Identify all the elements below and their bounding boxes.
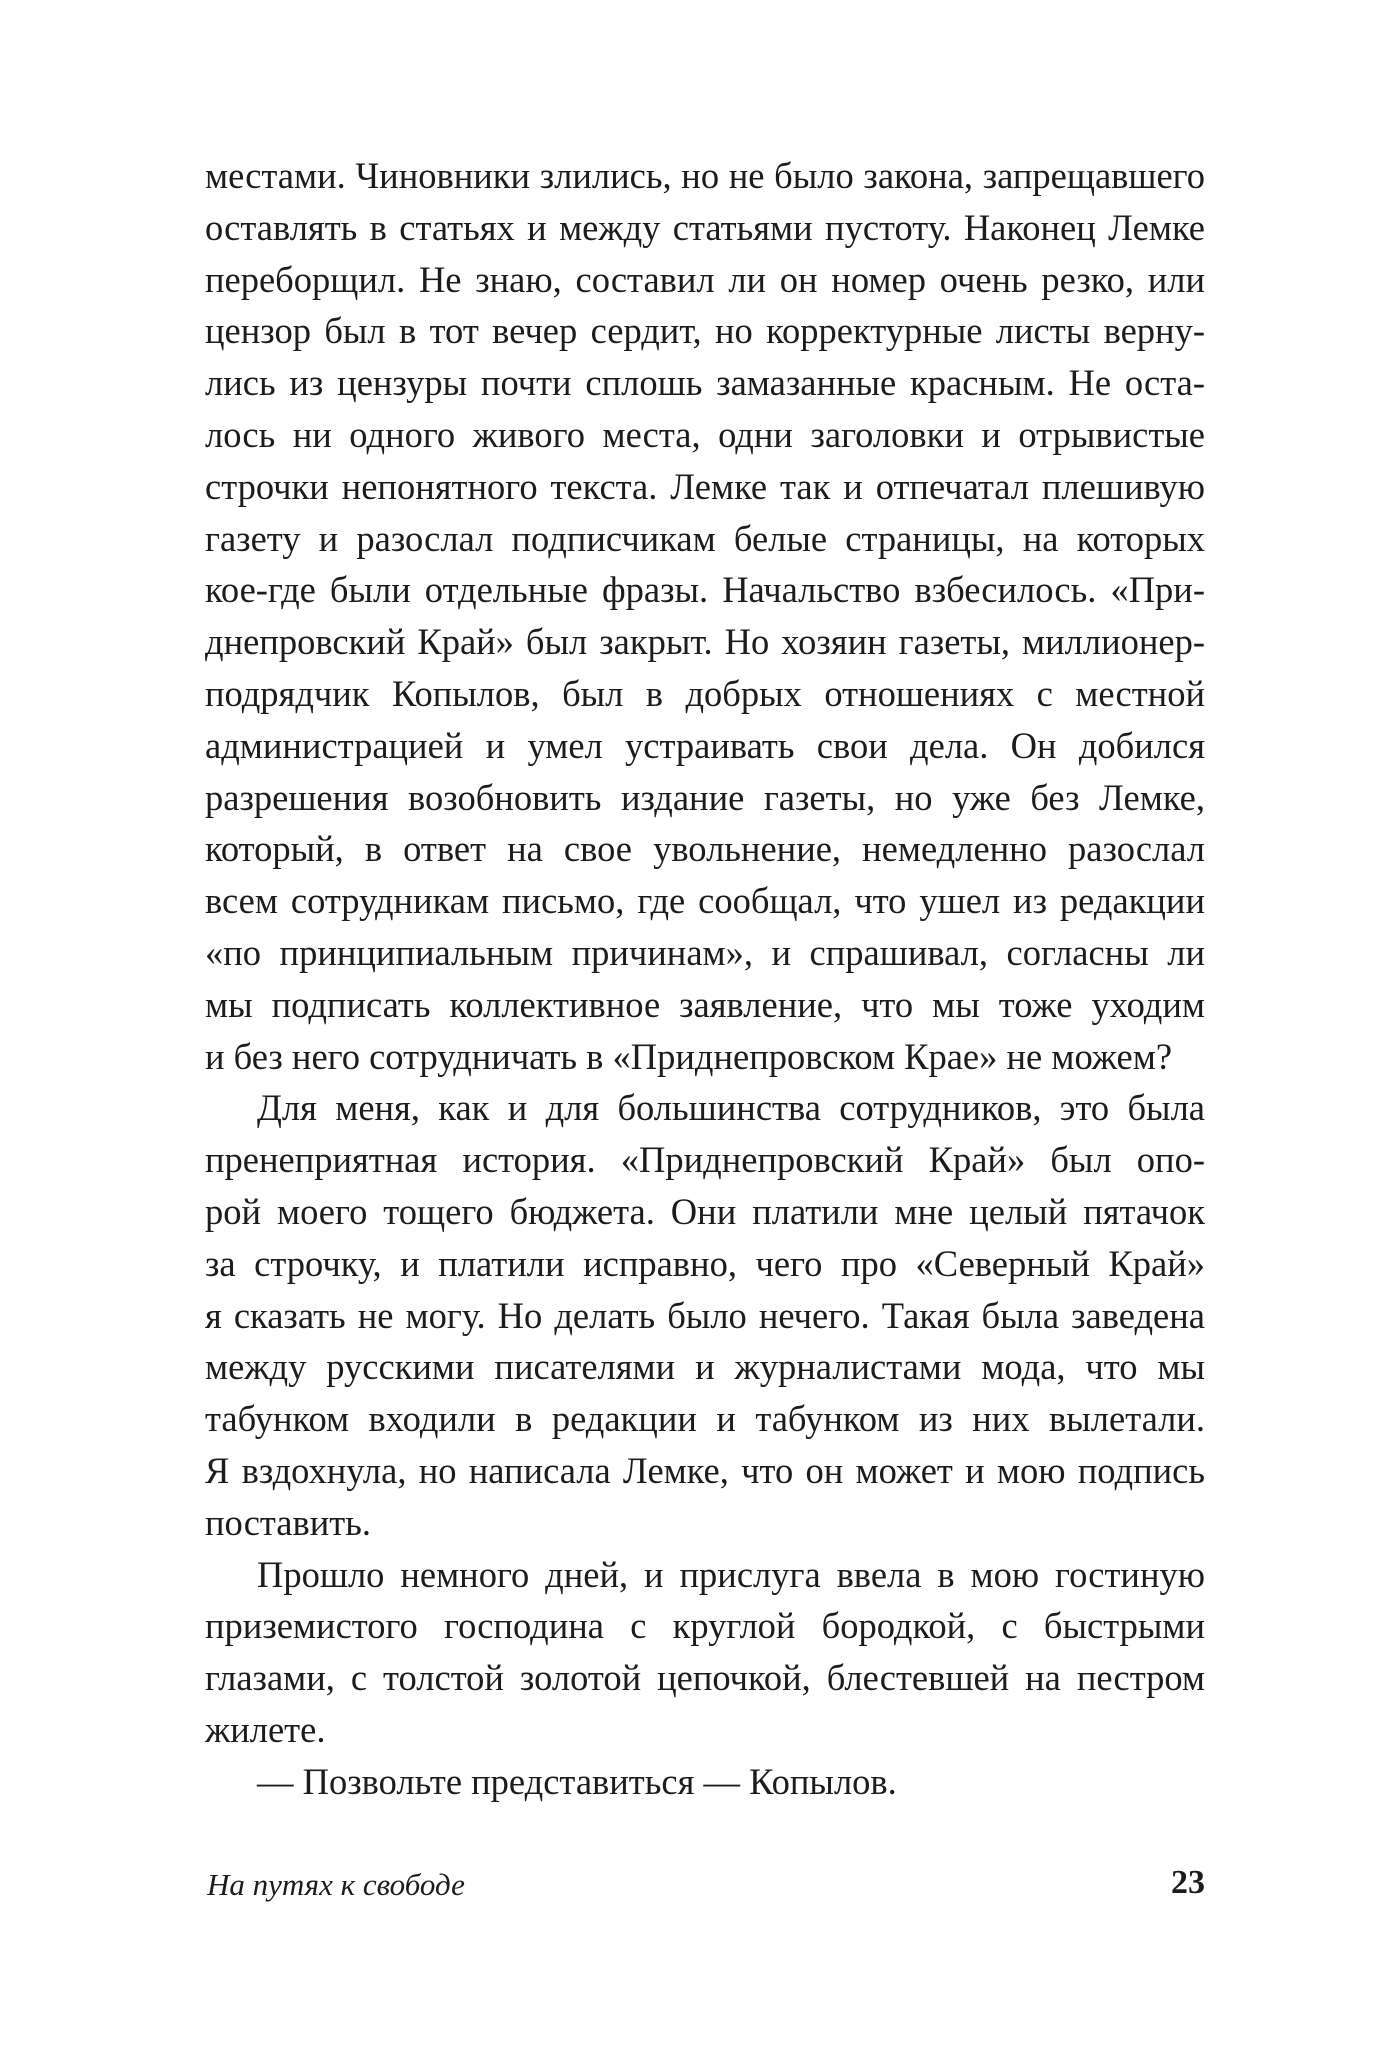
text-line: поставить. bbox=[205, 1501, 371, 1543]
text-line: мы подписать коллективное заявление, что мы тоже уходим bbox=[205, 983, 1205, 1025]
text-line: газету и разослал подписчикам белые страницы, на которых bbox=[205, 517, 1205, 559]
text-line: — Позвольте представиться — Копылов. bbox=[257, 1760, 897, 1802]
text-line: всем сотрудникам письмо, где сообщал, что ушел из редакции bbox=[205, 880, 1205, 922]
text-line: кое-где были отдельные фразы. Начальство взбесилось. «При- bbox=[205, 569, 1205, 611]
text-line: табунком входили в редакции и табунком из них вылетали. bbox=[205, 1398, 1205, 1440]
text-line: Для меня, как и для большинства сотрудников, это была bbox=[257, 1087, 1205, 1129]
text-line: разрешения возобновить издание газеты, но уже без Лемке, bbox=[205, 776, 1205, 818]
text-line: днепровский Край» был закрыт. Но хозяин газеты, миллионер- bbox=[205, 621, 1205, 663]
text-line: Я вздохнула, но написала Лемке, что он может и мою подпись bbox=[205, 1449, 1205, 1491]
text-line: пренеприятная история. «Приднепровский Край» был опо- bbox=[205, 1139, 1205, 1181]
text-line: приземистого господина с круглой бородкой, с быстрыми bbox=[205, 1605, 1205, 1647]
text-line: оставлять в статьях и между статьями пустоту. Наконец Лемке bbox=[205, 206, 1205, 248]
text-line: глазами, с толстой золотой цепочкой, блестевшей на пестром bbox=[205, 1657, 1205, 1699]
text-line: цензор был в тот вечер сердит, но корректурные листы верну- bbox=[205, 310, 1205, 352]
text-line: рой моего тощего бюджета. Они платили мне целый пятачок bbox=[205, 1190, 1205, 1232]
text-line: жилете. bbox=[205, 1708, 326, 1750]
text-line: переборщил. Не знаю, составил ли он номер очень резко, или bbox=[205, 258, 1205, 300]
page-number: 23 bbox=[1171, 1864, 1205, 1901]
text-line: я сказать не могу. Но делать было нечего. Такая была заведена bbox=[205, 1294, 1205, 1336]
text-line: за строчку, и платили исправно, чего про «Северный Край» bbox=[205, 1242, 1205, 1284]
text-line: лось ни одного живого места, одни заголовки и отрывистые bbox=[205, 413, 1205, 455]
text-line: который, в ответ на свое увольнение, немедленно разослал bbox=[205, 828, 1205, 870]
text-line: администрацией и умел устраивать свои дела. Он добился bbox=[205, 724, 1205, 766]
text-line: между русскими писателями и журналистами мода, что мы bbox=[205, 1346, 1205, 1388]
body-text bbox=[205, 150, 1205, 1808]
text-line: Прошло немного дней, и прислуга ввела в мою гостиную bbox=[257, 1553, 1205, 1595]
text-line: «по принципиальным причинам», и спрашивал, согласны ли bbox=[205, 931, 1205, 973]
text-line: лись из цензуры почти сплошь замазанные красным. Не оста- bbox=[205, 362, 1205, 404]
running-footer-title: На путях к свободе bbox=[207, 1867, 465, 1902]
text-line: местами. Чиновники злились, но не было закона, запрещавшего bbox=[205, 155, 1205, 196]
text-line: и без него сотрудничать в «Приднепровском Крае» не можем? bbox=[205, 1035, 1173, 1077]
text-line: подрядчик Копылов, был в добрых отношениях с местной bbox=[205, 672, 1205, 714]
text-line: строчки непонятного текста. Лемке так и отпечатал плешивую bbox=[205, 465, 1205, 507]
